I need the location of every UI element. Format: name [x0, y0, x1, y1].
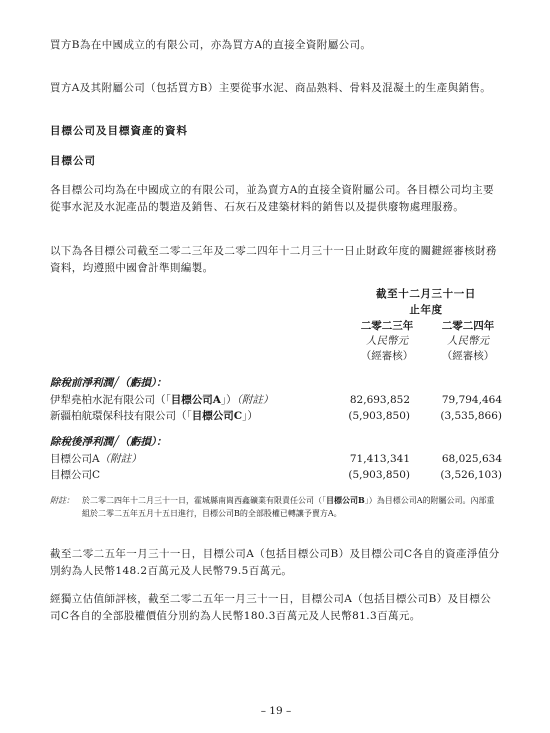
value-2023: 82,693,852 [349, 394, 410, 406]
section-profit-before-tax: 除稅前淨利潤╱（虧損）： [50, 377, 167, 389]
table-period-header [350, 286, 502, 318]
page-number: – 19 – [260, 705, 292, 717]
value-2024: 68,025,634 [441, 453, 502, 465]
col-2023-year: 二零二三年 [360, 320, 414, 332]
section-profit-after-tax: 除稅後淨利潤╱（虧損）： [50, 436, 167, 448]
table-col-2023 [352, 319, 422, 364]
row-label: 目標公司A（附註） [50, 453, 142, 465]
paragraph-valuation: 經獨立估值師評核，截至二零二五年一月三十一日，目標公司A（包括目標公司B）及目標公司C各自的全部股權價值分別約為人民幣180.3百萬元及人民幣81.3百萬元。 [50, 593, 492, 622]
row-label: 伊犁堯柏水泥有限公司（「目標公司A」）（附註） [50, 394, 274, 406]
col-2024-currency: 人民幣元 [447, 335, 489, 347]
subsection-heading: 目標公司 [50, 155, 96, 167]
table-row [50, 408, 502, 425]
col-2024-year: 二零二四年 [441, 320, 495, 332]
row-label: 目標公司C [50, 469, 101, 481]
table-period-line1: 截至十二月三十一日 [376, 288, 476, 300]
table-col-2024 [432, 319, 504, 364]
value-2023: (5,903,850) [348, 469, 410, 481]
value-2023: (5,903,850) [348, 410, 410, 422]
col-2023-currency: 人民幣元 [366, 335, 408, 347]
table-period-line2: 止年度 [409, 304, 443, 316]
col-2024-audited: （經審核） [441, 350, 495, 362]
table-row [50, 451, 502, 468]
row-label: 新疆柏航環保科技有限公司（「目標公司C」） [50, 410, 258, 422]
paragraph-net-assets: 截至二零二五年一月三十一日，目標公司A（包括目標公司B）及目標公司C各自的資產淨值分別約為人民幣148.2百萬元及人民幣79.5百萬元。 [50, 548, 500, 577]
footnote-label: 附註： [50, 496, 74, 505]
paragraph-buyer-b: 買方B為在中國成立的有限公司，亦為買方A的直接全資附屬公司。 [50, 39, 372, 51]
table-row [50, 467, 502, 484]
footnote-text: 於二零二四年十二月三十一日，霍城縣南崗西鑫礦業有限責任公司（「目標公司B」）為目標公司A的附屬公司。內部重組於二零二五年五月十五日進行，目標公司B的全部股權已轉讓予賣方A。 [82, 495, 495, 518]
paragraph-financial-intro: 以下為各目標公司截至二零二三年及二零二四年十二月三十一日止財政年度的關鍵經審核財務資料，均遵照中國會計準則編製。 [50, 245, 497, 274]
paragraph-buyer-a: 買方A及其附屬公司（包括買方B）主要從事水泥、商品熟料、骨料及混凝土的生產與銷售。 [50, 82, 492, 94]
value-2024: (3,535,866) [440, 410, 502, 422]
value-2024: 79,794,464 [441, 394, 502, 406]
value-2024: (3,526,103) [440, 469, 502, 481]
section-heading: 目標公司及目標資產的資料 [50, 125, 188, 137]
col-2023-audited: （經審核） [360, 350, 414, 362]
table-row [50, 392, 502, 409]
value-2023: 71,413,341 [349, 453, 410, 465]
paragraph-target-companies: 各目標公司均為在中國成立的有限公司，並為賣方A的直接全資附屬公司。各目標公司均主要從事水泥及水泥產品的製造及銷售、石灰石及建築材料的銷售以及提供廢物處理服務。 [50, 184, 494, 213]
